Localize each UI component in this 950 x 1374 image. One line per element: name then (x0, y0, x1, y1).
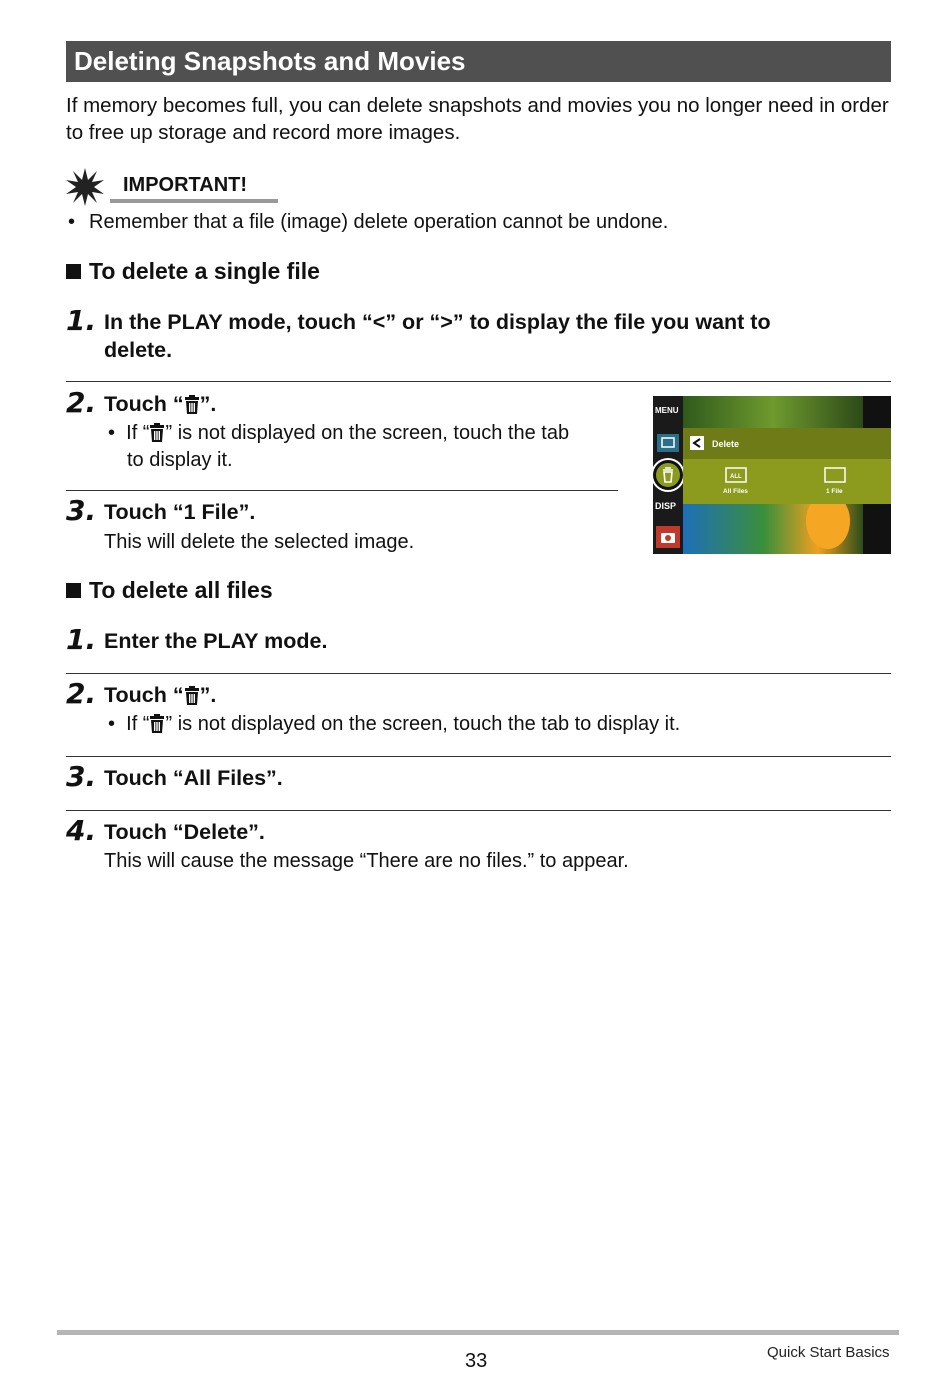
intro-text: If memory becomes full, you can delete snapshots and movies you no longer need in order to free up storage and record more images. (66, 94, 889, 144)
step-number: 3. (66, 760, 97, 793)
step-text: Enter the PLAY mode. (104, 629, 328, 653)
section-heading-all (66, 577, 273, 604)
bullet-dot: • (108, 422, 116, 444)
slideshow-tab[interactable] (657, 434, 679, 452)
step-number: 2. (66, 677, 97, 710)
step-bullet (108, 711, 680, 738)
bullet-dot: • (68, 211, 76, 233)
step-text-pre: Touch “ (104, 392, 184, 416)
step-number: 1. (66, 623, 97, 656)
trash-icon (184, 686, 200, 705)
footer-section-label: Quick Start Basics (767, 1344, 890, 1361)
step-body: This will delete the selected image. (104, 531, 415, 553)
disp-tab-label[interactable]: DISP (655, 501, 677, 511)
section-heading-single (66, 258, 320, 285)
all-files-badge: ALL (730, 474, 742, 480)
step-text: Touch “1 File”. (104, 500, 256, 524)
divider (66, 673, 891, 674)
trash-icon (184, 395, 200, 414)
step-bullet-post: ” is not displayed on the screen, touch the tab (165, 422, 570, 444)
step-bullet-post: ” is not displayed on the screen, touch the tab to display it. (165, 713, 681, 735)
section-heading-single-text: To delete a single file (89, 258, 320, 284)
divider (66, 756, 891, 757)
step-text (104, 681, 216, 709)
step-text-post: ”. (199, 683, 217, 707)
trash-icon (149, 714, 165, 733)
step-number: 3. (66, 494, 97, 527)
delete-title: Delete (712, 439, 740, 449)
step-bullet-pre: If “ (126, 422, 150, 444)
page-title: Deleting Snapshots and Movies (66, 41, 891, 82)
important-underline (110, 199, 278, 203)
important-bullet-text: Remember that a file (image) delete operation cannot be undone. (89, 211, 669, 233)
step-bullet-pre: If “ (126, 713, 150, 735)
step-bullet-continued: to display it. (127, 449, 233, 471)
important-callout (66, 168, 278, 204)
starburst-icon (66, 168, 104, 206)
one-file-label: 1 File (826, 488, 843, 495)
options-panel (683, 459, 891, 504)
page-number: 33 (465, 1350, 488, 1372)
menu-tab-label[interactable]: MENU (655, 406, 679, 415)
bullet-dot: • (108, 713, 116, 735)
important-bullet (68, 209, 668, 236)
step-number: 4. (66, 814, 97, 847)
step-text-post: ”. (199, 392, 217, 416)
step-number: 1. (66, 304, 97, 337)
step-number: 2. (66, 386, 97, 419)
step-bullet (108, 420, 569, 447)
delete-tab[interactable] (656, 463, 680, 487)
step-body: This will cause the message “There are no files.” to appear. (104, 850, 629, 872)
square-bullet-icon (66, 264, 81, 279)
section-heading-all-text: To delete all files (89, 577, 273, 603)
step-text: Touch “All Files”. (104, 766, 283, 790)
divider (66, 810, 891, 811)
step-text: In the PLAY mode, touch “<” or “>” to display the file you want to (104, 310, 771, 334)
camera-screen-illustration (653, 396, 891, 554)
all-files-label: All Files (723, 488, 748, 495)
step-text-continued: delete. (104, 338, 173, 362)
step-text: Touch “Delete”. (104, 820, 265, 844)
step-text (104, 390, 216, 418)
divider (66, 381, 891, 382)
camera-lens-icon (665, 535, 671, 541)
trash-icon (149, 423, 165, 442)
footer-rule (57, 1330, 899, 1335)
square-bullet-icon (66, 583, 81, 598)
divider (66, 490, 618, 491)
important-label: IMPORTANT! (123, 174, 248, 196)
back-button[interactable] (690, 436, 704, 450)
step-text-pre: Touch “ (104, 683, 184, 707)
